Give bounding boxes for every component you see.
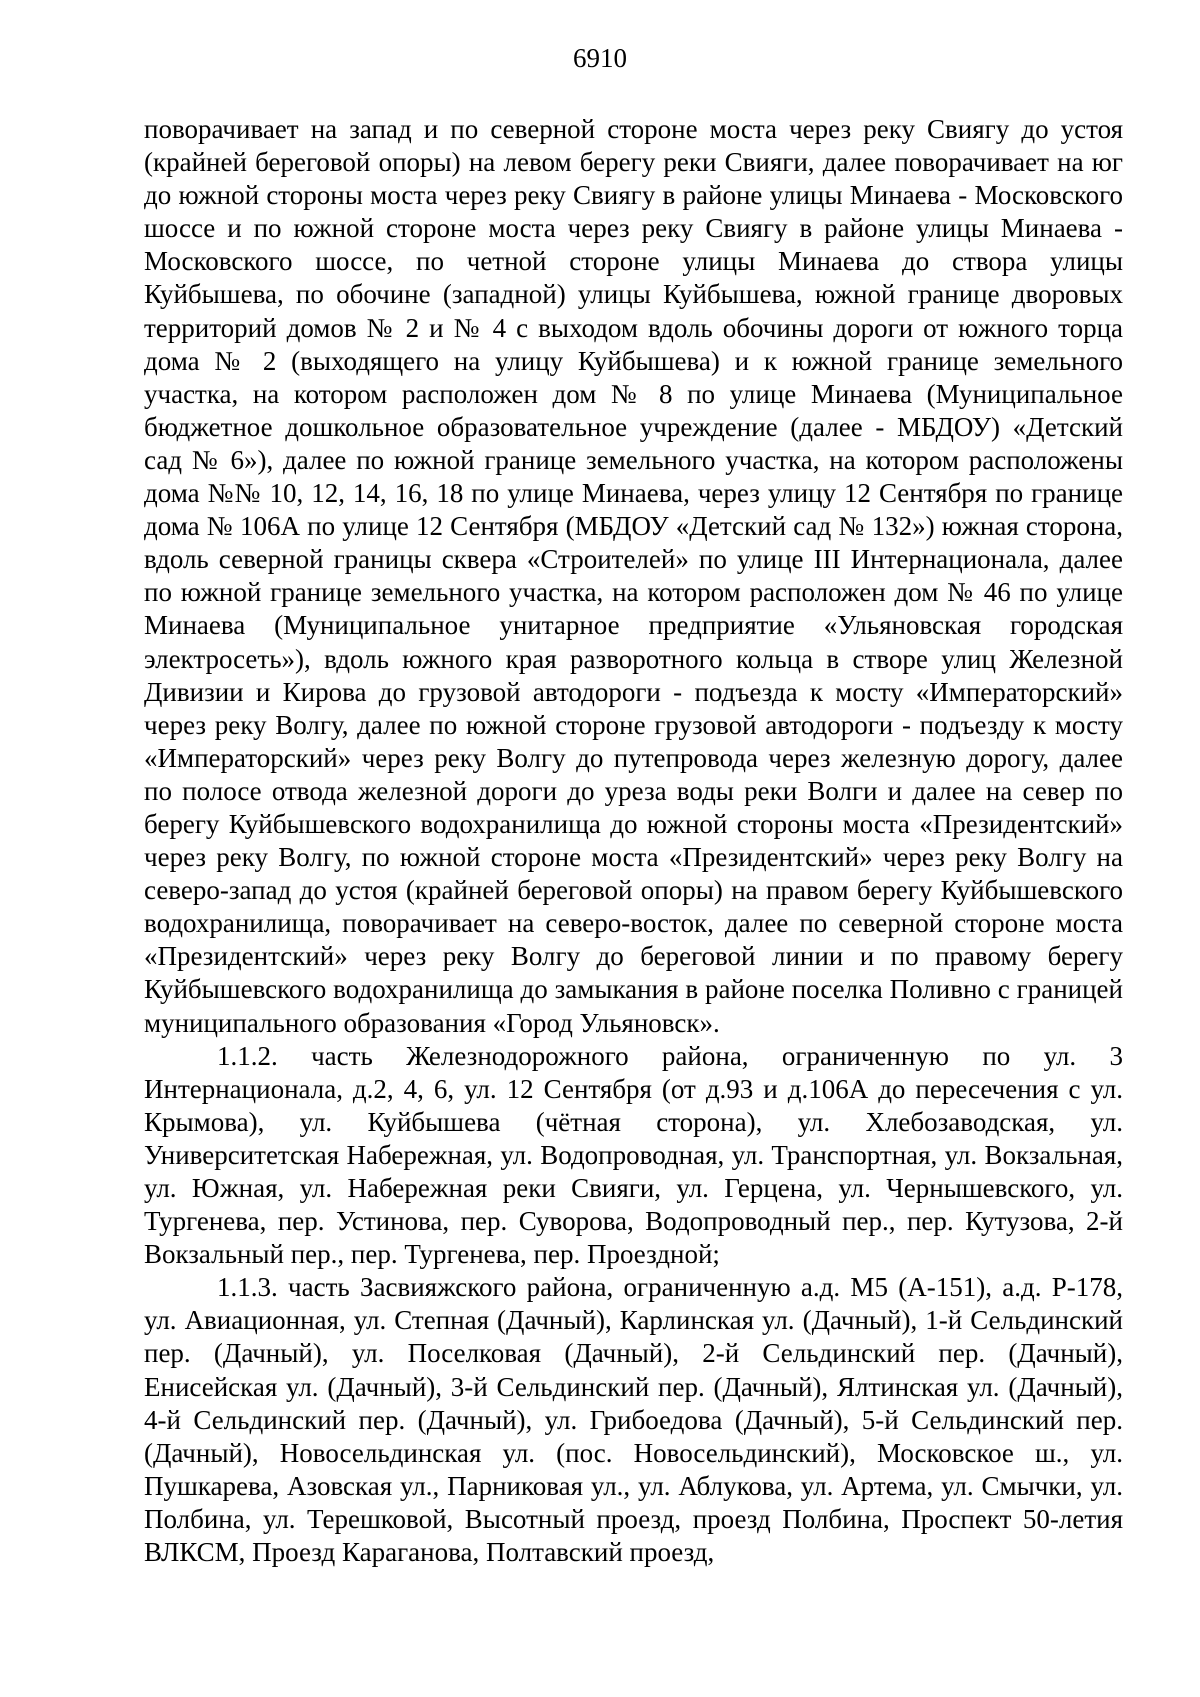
paragraph-section-1-1-3: 1.1.3. часть Засвияжского района, ограниченную а.д. М5 (А-151), а.д. Р-178, ул. Авиационная, ул. Степная (Дачный), Карлинская ул. (Дачный), 1-й Сельдинский пер. (Дачный), ул. Поселковая (Дачный), 2-й Сельдинский пер. (Дачный), Енисейская ул. (Дачный), 3-й Сельдинский пер. (Дачный), Ялтинская ул. (Дачный), 4-й Сельдинский пер. (Дачный), ул. Грибоедова (Дачный), 5-й Сельдинский пер. (Дачный), Новосельдинская ул. (пос. Новосельдинский), Московское ш., ул. Пушкарева, Азовская ул., Парниковая ул., ул. Аблукова, ул. Артема, ул. Смычки, ул. Полбина, ул. Терешковой, Высотный проезд, проезд Полбина, Проспект 50-летия ВЛКСМ, Проезд Караганова, Полтавский проезд, xyxy=(144,1272,1123,1568)
paragraph-boundary-continuation: поворачивает на запад и по северной стороне моста через реку Свиягу до устоя (крайней береговой опоры) на левом берегу реки Свияги, далее поворачивает на юг до южной стороны моста через реку Свиягу в районе улицы Минаева - Московского шоссе и по южной стороне моста через реку Свиягу в районе улицы Минаева - Московского шоссе, по четной стороне улицы Минаева до створа улицы Куйбышева, по обочине (западной) улицы Куйбышева, южной границе дворовых территорий домов № 2 и № 4 с выходом вдоль обочины дороги от южного торца дома № 2 (выходящего на улицу Куйбышева) и к южной границе земельного участка, на котором расположен дом № 8 по улице Минаева (Муниципальное бюджетное дошкольное образовательное учреждение (далее - МБДОУ) «Детский сад № 6»), далее по южной границе земельного участка, на котором расположены дома №№ 10, 12, 14, 16, 18 по улице Минаева, через улицу 12 Сентября по границе дома № 106А по улице 12 Сентября (МБДОУ «Детский сад № 132») южная сторона, вдоль северной границы сквера «Строителей» по улице III Интернационала, далее по южной границе земельного участка, на котором расположен дом № 46 по улице Минаева (Муниципальное унитарное предприятие «Ульяновская городская электросеть»), вдоль южного края разворотного кольца в створе улиц Железной Дивизии и Кирова до грузовой автодороги - подъезда к мосту «Императорский» через реку Волгу, далее по южной стороне грузовой автодороги - подъезду к мосту «Императорский» через реку Волгу до путепровода через железную дорогу, далее по полосе отвода железной дороги до уреза воды реки Волги и далее на север по берегу Куйбышевского водохранилища до южной стороны моста «Президентский» через реку Волгу, по южной стороне моста «Президентский» через реку Волгу на северо-запад до устоя (крайней береговой опоры) на правом берегу Куйбышевского водохранилища, поворачивает на северо-восток, далее по северной стороне моста «Президентский» через реку Волгу до береговой линии и по правому берегу Куйбышевского водохранилища до замыкания в районе поселка Поливно с границей муниципального образования «Город Ульяновск». xyxy=(144,114,1123,1038)
page-number: 6910 xyxy=(573,43,627,73)
document-body xyxy=(144,113,1123,1569)
paragraph-section-1-1-2: 1.1.2. часть Железнодорожного района, ограниченную по ул. 3 Интернационала, д.2, 4, 6, ул. 12 Сентября (от д.93 и д.106А до пересечения с ул. Крымова), ул. Куйбышева (чётная сторона), ул. Хлебозаводская, ул. Университетская Набережная, ул. Водопроводная, ул. Транспортная, ул. Вокзальная, ул. Южная, ул. Набережная реки Свияги, ул. Герцена, ул. Чернышевского, ул. Тургенева, пер. Устинова, пер. Суворова, Водопроводный пер., пер. Кутузова, 2-й Вокзальный пер., пер. Тургенева, пер. Проездной; xyxy=(144,1040,1123,1270)
